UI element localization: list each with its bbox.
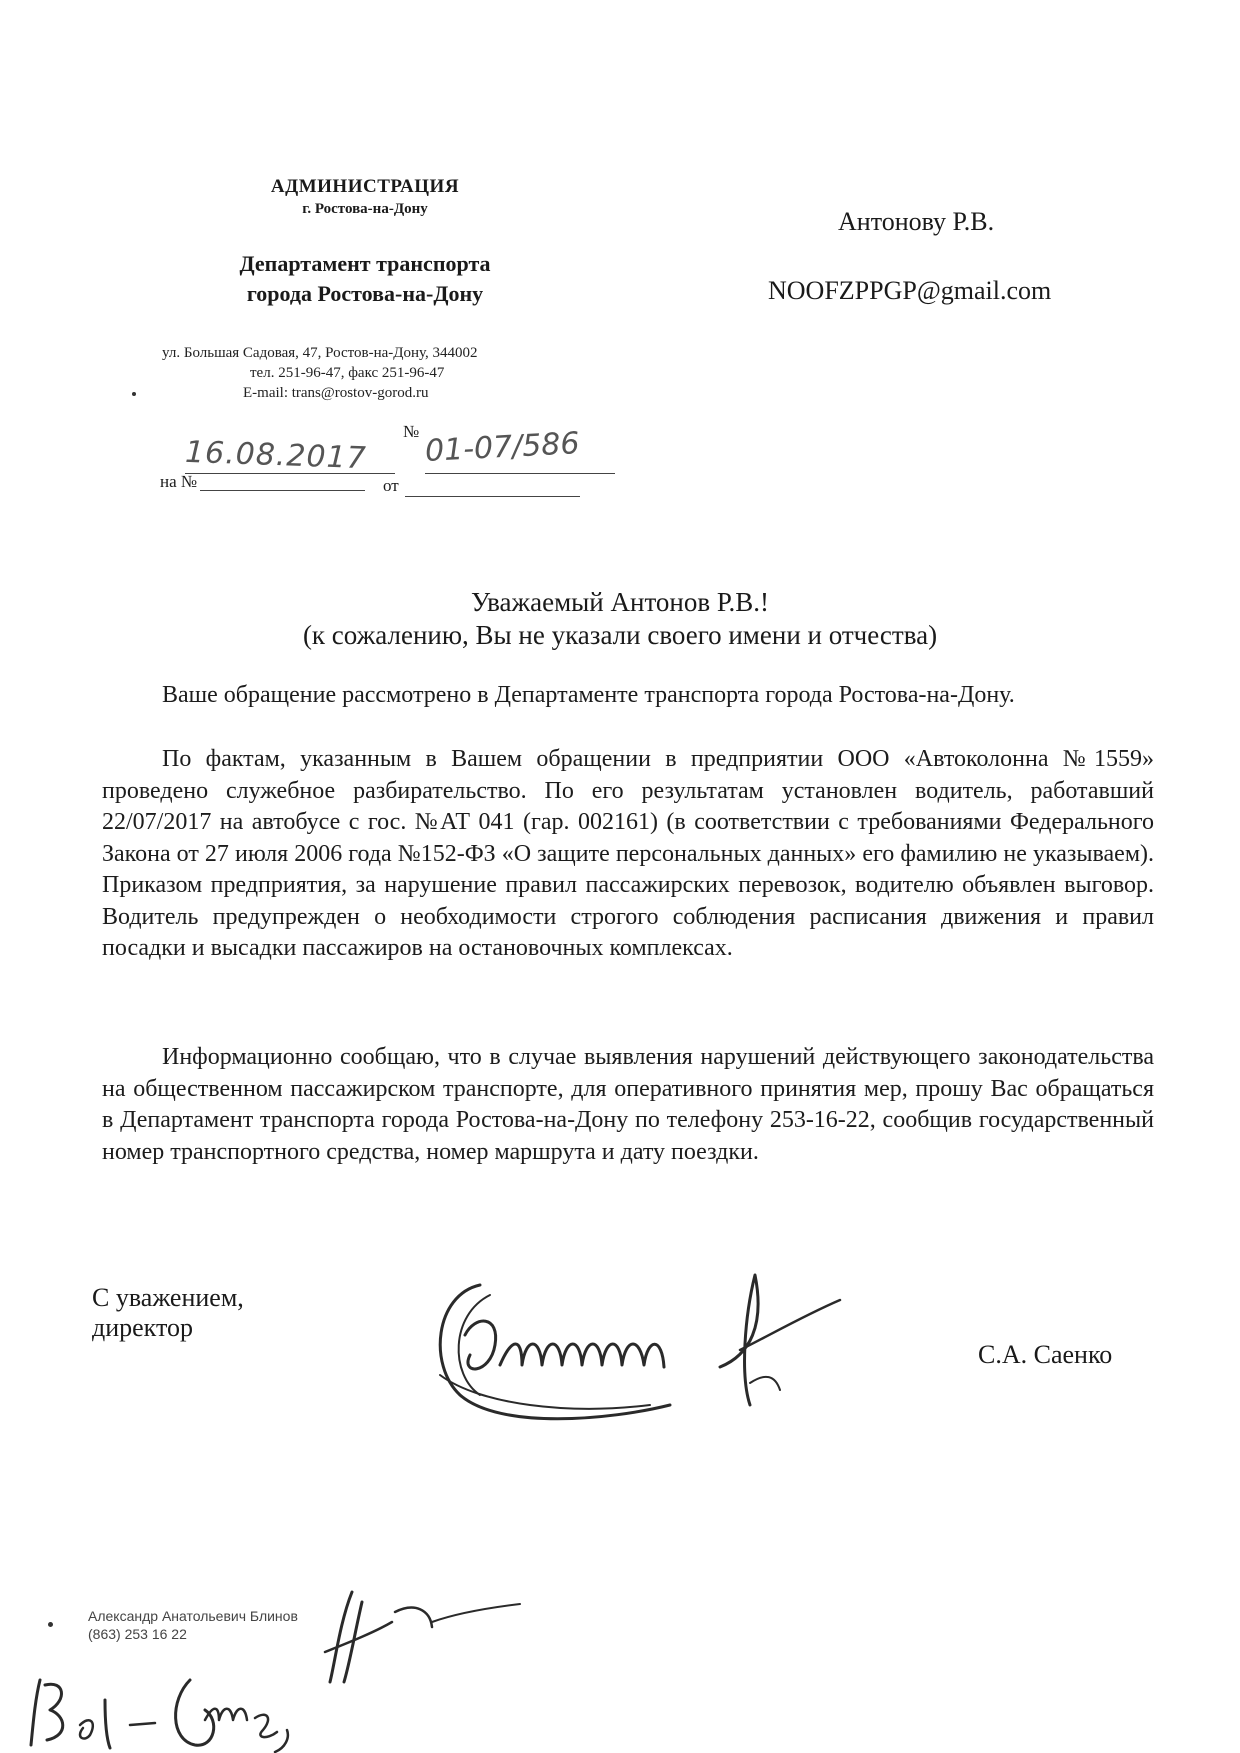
letterhead-address: ул. Большая Садовая, 47, Ростов-на-Дону, 344002 <box>162 345 478 361</box>
outgoing-number-field <box>424 425 615 474</box>
reference-from-label: от <box>383 476 399 495</box>
letterhead-phone: тел. 251-96-47, факс 251-96-47 <box>250 365 445 381</box>
salutation-note: (к сожалению, Вы не указали своего имени и отчества) <box>302 620 938 650</box>
director-signature <box>420 1255 890 1440</box>
body-paragraph-1 <box>102 680 1154 712</box>
reference-date-line <box>405 496 580 497</box>
recipient-email: NOOFZPPGP@gmail.com <box>768 276 1052 305</box>
reference-number-line <box>200 490 365 491</box>
signatory-name: С.А. Саенко <box>978 1340 1113 1369</box>
body-paragraph-3 <box>102 1042 1154 1168</box>
letterhead-department-line2: города Ростова-на-Дону <box>246 281 484 306</box>
closing-position: директор <box>92 1313 193 1342</box>
reference-number-label: на № <box>160 472 198 491</box>
closing-regards: С уважением, <box>92 1283 244 1312</box>
body-paragraph-1-text: Ваше обращение рассмотрено в Департаменте транспорта города Ростова-на-Дону. <box>162 682 1015 708</box>
executor-name: Александр Анатольевич Блинов <box>88 1608 298 1624</box>
executor-initials-mark <box>320 1582 530 1692</box>
outgoing-number-label: № <box>403 422 420 441</box>
body-paragraph-2 <box>102 744 1154 965</box>
executor-phone: (863) 253 16 22 <box>88 1626 187 1642</box>
letterhead-email: E-mail: trans@rostov-gorod.ru <box>243 385 429 401</box>
salutation-line: Уважаемый Антонов Р.В.! <box>471 587 769 617</box>
approval-handwritten-mark <box>5 1640 325 1753</box>
outgoing-date-field <box>184 434 395 477</box>
outgoing-date-handwritten: 16.08.2017 <box>184 434 368 477</box>
scan-speck <box>48 1622 53 1627</box>
scan-speck <box>132 392 136 396</box>
outgoing-number-handwritten: 01-07/586 <box>424 425 581 470</box>
letterhead-city: г. Ростова-на-Дону <box>302 201 428 217</box>
body-paragraph-3-text: Информационно сообщаю, что в случае выявления нарушений действующего законодательства на общественном пассажирском транспорте, для оперативного принятия мер, прошу Вас обращаться в Департамент транспорта города Ростова-на-Дону по телефону 253-16-22, сообщив государственный номер транспортного средства, номер маршрута и дату поездки. <box>102 1044 1154 1165</box>
recipient-name: Антонову Р.В. <box>838 207 995 236</box>
body-paragraph-2-text: По фактам, указанным в Вашем обращении в предприятии ООО «Автоколонна №1559» проведено служебное разбирательство. По его результатам установлен водитель, работавший 22/07/2017 на автобусе с гос. №АТ 041 (гар. 002161) (в соответствии с требованиями Федерального Закона от 27 июля 2006 года №152-ФЗ «О защите персональных данных» его фамилию не указываем). Приказом предприятия, за нарушение правил пассажирских перевозок, водителю объявлен выговор. Водитель предупрежден о необходимости строгого соблюдения расписания движения и правил посадки и высадки пассажиров на остановочных комплексах. <box>102 746 1154 961</box>
letterhead-department-line1: Департамент транспорта <box>239 251 491 276</box>
letterhead-administration: АДМИНИСТРАЦИЯ <box>270 176 460 197</box>
